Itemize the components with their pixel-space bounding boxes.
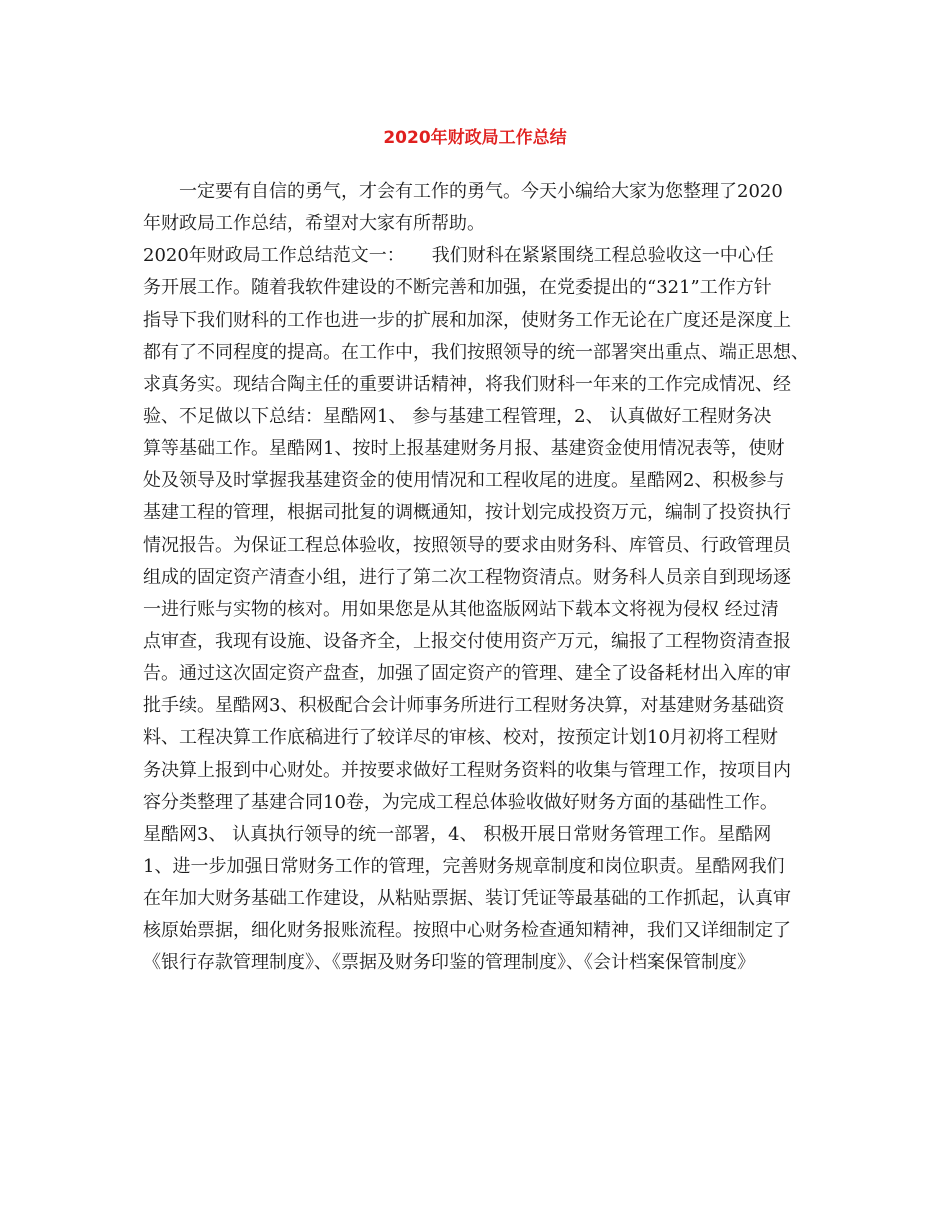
text-line: 都有了不同程度的提高。在工作中，我们按照领导的统一部署突出重点、端正思想、: [143, 341, 809, 363]
page-title: 2020年财政局工作总结: [383, 128, 567, 148]
text-line: 核原始票据，细化财务报账流程。按照中心财务检查通知精神，我们又详细制定了: [143, 920, 791, 942]
text-line: 点审查，我现有设施、设备齐全，上报交付使用资产万元，编报了工程物资清查报: [143, 630, 791, 652]
text-line: 2020年财政局工作总结范文一： 我们财科在紧紧围绕工程总验收这一中心任: [143, 245, 774, 267]
text-line: 求真务实。现结合陶主任的重要讲话精神，将我们财科一年来的工作完成情况、经: [143, 373, 791, 395]
text-line: 组成的固定资产清查小组，进行了第二次工程物资清点。财务科人员亲自到现场逐: [143, 566, 791, 588]
text-line: 料、工程决算工作底稿进行了较详尽的审核、校对，按预定计划10月初将工程财: [143, 727, 778, 749]
text-line: 处及领导及时掌握我基建资金的使用情况和工程收尾的进度。星酷网2、积极参与: [143, 470, 785, 492]
document-body: [143, 176, 823, 980]
text-line: 指导下我们财科的工作也进一步的扩展和加深，使财务工作无论在广度还是深度上: [143, 309, 791, 331]
text-line: 年财政局工作总结，希望对大家有所帮助。: [143, 213, 485, 235]
text-line: 一进行账与实物的核对。用如果您是从其他盗版网站下载本文将视为侵权 经过清: [143, 598, 779, 620]
text-line: 容分类整理了基建合同10卷，为完成工程总体验收做好财务方面的基础性工作。: [143, 791, 778, 813]
text-line: 批手续。星酷网3、积极配合会计师事务所进行工程财务决算，对基建财务基础资: [143, 695, 785, 717]
text-line: 《银行存款管理制度》、《票据及财务印鉴的管理制度》、《会计档案保管制度》: [143, 952, 755, 974]
text-line: 验、不足做以下总结：星酷网1、 参与基建工程管理，2、 认真做好工程财务决: [143, 405, 772, 427]
text-line: 一定要有自信的勇气，才会有工作的勇气。今天小编给大家为您整理了2020: [179, 181, 783, 202]
text-line: 情况报告。为保证工程总体验收，按照领导的要求由财务科、库管员、行政管理员: [143, 534, 791, 556]
text-line: 务开展工作。随着我软件建设的不断完善和加强，在党委提出的“321”工作方针: [143, 277, 772, 299]
text-line: 在年加大财务基础工作建设，从粘贴票据、装订凭证等最基础的工作抓起，认真审: [143, 888, 791, 910]
text-line: 1、进一步加强日常财务工作的管理，完善财务规章制度和岗位职责。星酷网我们: [143, 855, 785, 877]
text-line: 星酷网3、 认真执行领导的统一部署，4、 积极开展日常财务管理工作。星酷网: [143, 823, 772, 845]
text-line: 告。通过这次固定资产盘查，加强了固定资产的管理、建全了设备耗材出入库的审: [143, 663, 791, 685]
text-line: 务决算上报到中心财处。并按要求做好工程财务资料的收集与管理工作，按项目内: [143, 759, 791, 781]
text-line: 基建工程的管理，根据司批复的调概通知，按计划完成投资万元，编制了投资执行: [143, 502, 791, 524]
text-line: 算等基础工作。星酷网1、按时上报基建财务月报、基建资金使用情况表等，使财: [143, 438, 785, 460]
